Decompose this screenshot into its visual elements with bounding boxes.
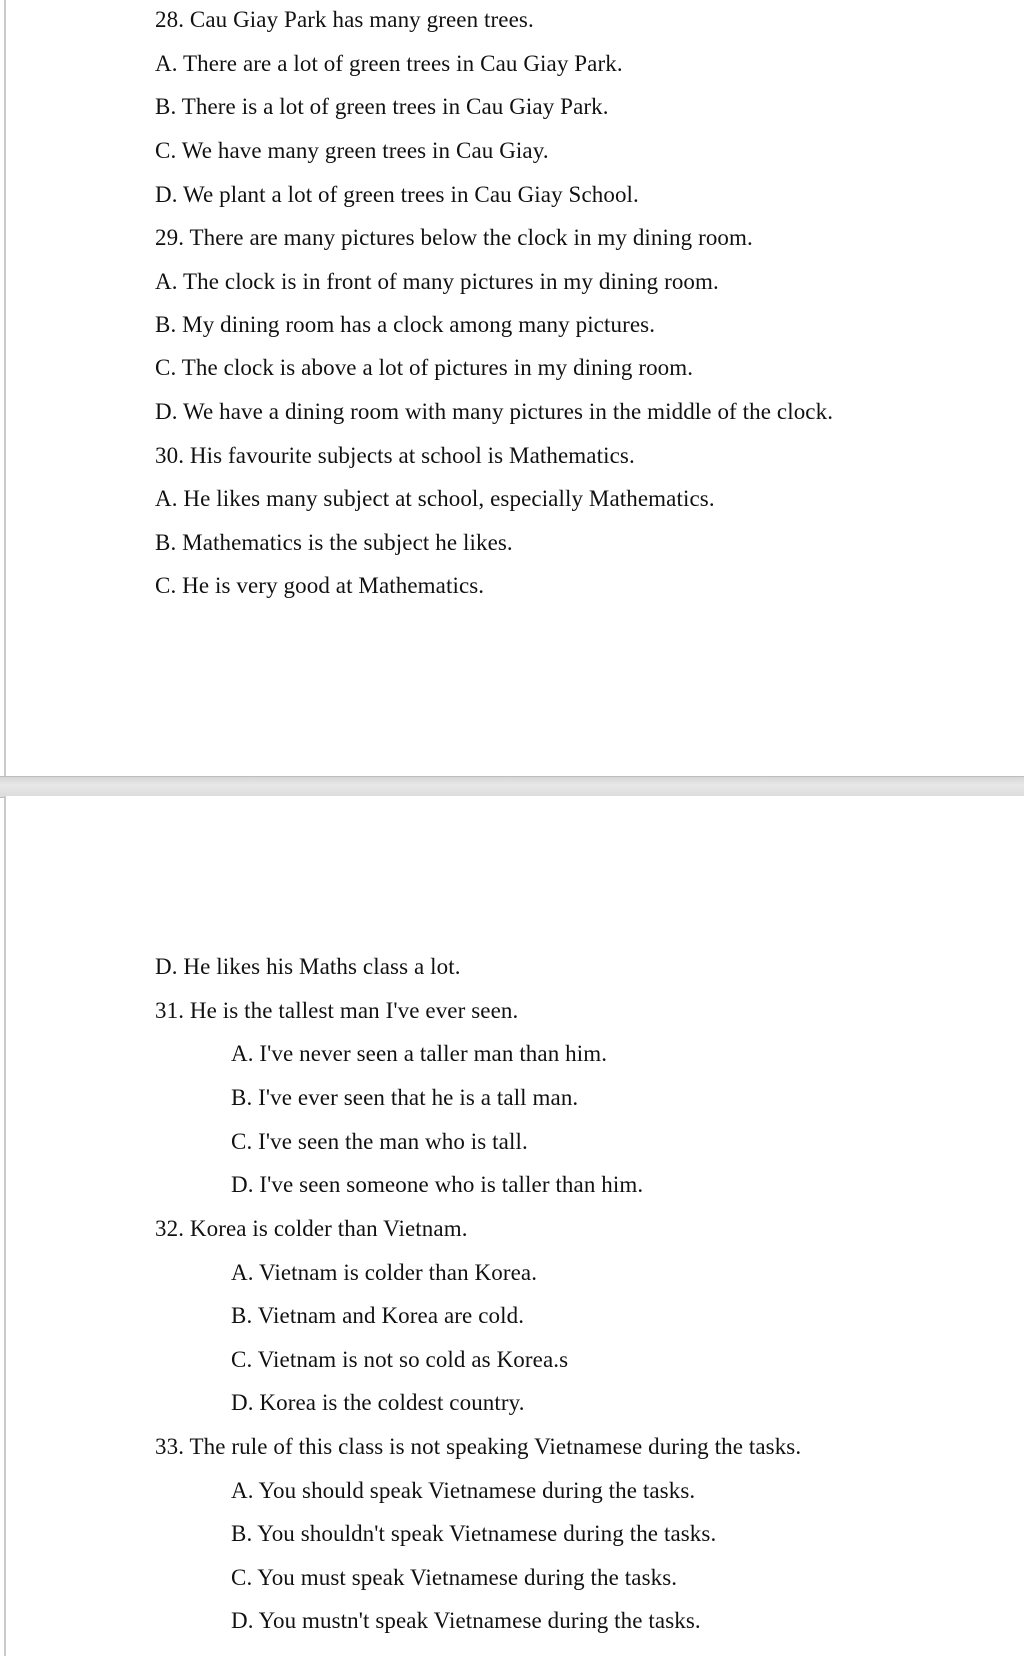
question-29-option-b: B. My dining room has a clock among many pictures. — [155, 312, 656, 337]
question-33-stem: 33. The rule of this class is not speaking Vietnamese during the tasks. — [155, 1434, 802, 1459]
question-31-option-d: D. I've seen someone who is taller than him. — [231, 1172, 644, 1197]
question-31-option-a: A. I've never seen a taller man than him. — [231, 1041, 608, 1066]
question-31-option-b: B. I've ever seen that he is a tall man. — [231, 1085, 579, 1110]
question-33-option-c: C. You must speak Vietnamese during the tasks. — [231, 1565, 678, 1590]
question-32-option-d: D. Korea is the coldest country. — [231, 1390, 525, 1415]
question-28-stem: 28. Cau Giay Park has many green trees. — [155, 7, 534, 32]
question-29-option-c: C. The clock is above a lot of pictures in my dining room. — [155, 355, 694, 380]
question-32-option-b: B. Vietnam and Korea are cold. — [231, 1303, 525, 1328]
question-31-stem: 31. He is the tallest man I've ever seen. — [155, 998, 519, 1023]
question-30-option-d: D. He likes his Maths class a lot. — [155, 954, 461, 979]
question-32-stem: 32. Korea is colder than Vietnam. — [155, 1216, 468, 1241]
question-28-option-b: B. There is a lot of green trees in Cau Giay Park. — [155, 94, 609, 119]
question-30-option-b: B. Mathematics is the subject he likes. — [155, 530, 513, 555]
question-32-option-c: C. Vietnam is not so cold as Korea.s — [231, 1347, 569, 1372]
question-28-option-a: A. There are a lot of green trees in Cau Giay Park. — [155, 51, 623, 76]
question-29-option-d: D. We have a dining room with many pictures in the middle of the clock. — [155, 399, 834, 424]
question-33-option-d: D. You mustn't speak Vietnamese during the tasks. — [231, 1608, 701, 1633]
question-33-option-b: B. You shouldn't speak Vietnamese during the tasks. — [231, 1521, 717, 1546]
page-separator — [0, 776, 1024, 798]
question-30-stem: 30. His favourite subjects at school is Mathematics. — [155, 443, 635, 468]
question-29-option-a: A. The clock is in front of many pictures in my dining room. — [155, 269, 719, 294]
question-28-option-d: D. We plant a lot of green trees in Cau Giay School. — [155, 182, 639, 207]
question-32-option-a: A. Vietnam is colder than Korea. — [231, 1260, 538, 1285]
question-30-option-a: A. He likes many subject at school, especially Mathematics. — [155, 486, 715, 511]
question-31-option-c: C. I've seen the man who is tall. — [231, 1129, 528, 1154]
question-29-stem: 29. There are many pictures below the clock in my dining room. — [155, 225, 753, 250]
question-33-option-a: A. You should speak Vietnamese during the tasks. — [231, 1478, 696, 1503]
question-28-option-c: C. We have many green trees in Cau Giay. — [155, 138, 549, 163]
question-30-option-c: C. He is very good at Mathematics. — [155, 573, 485, 598]
